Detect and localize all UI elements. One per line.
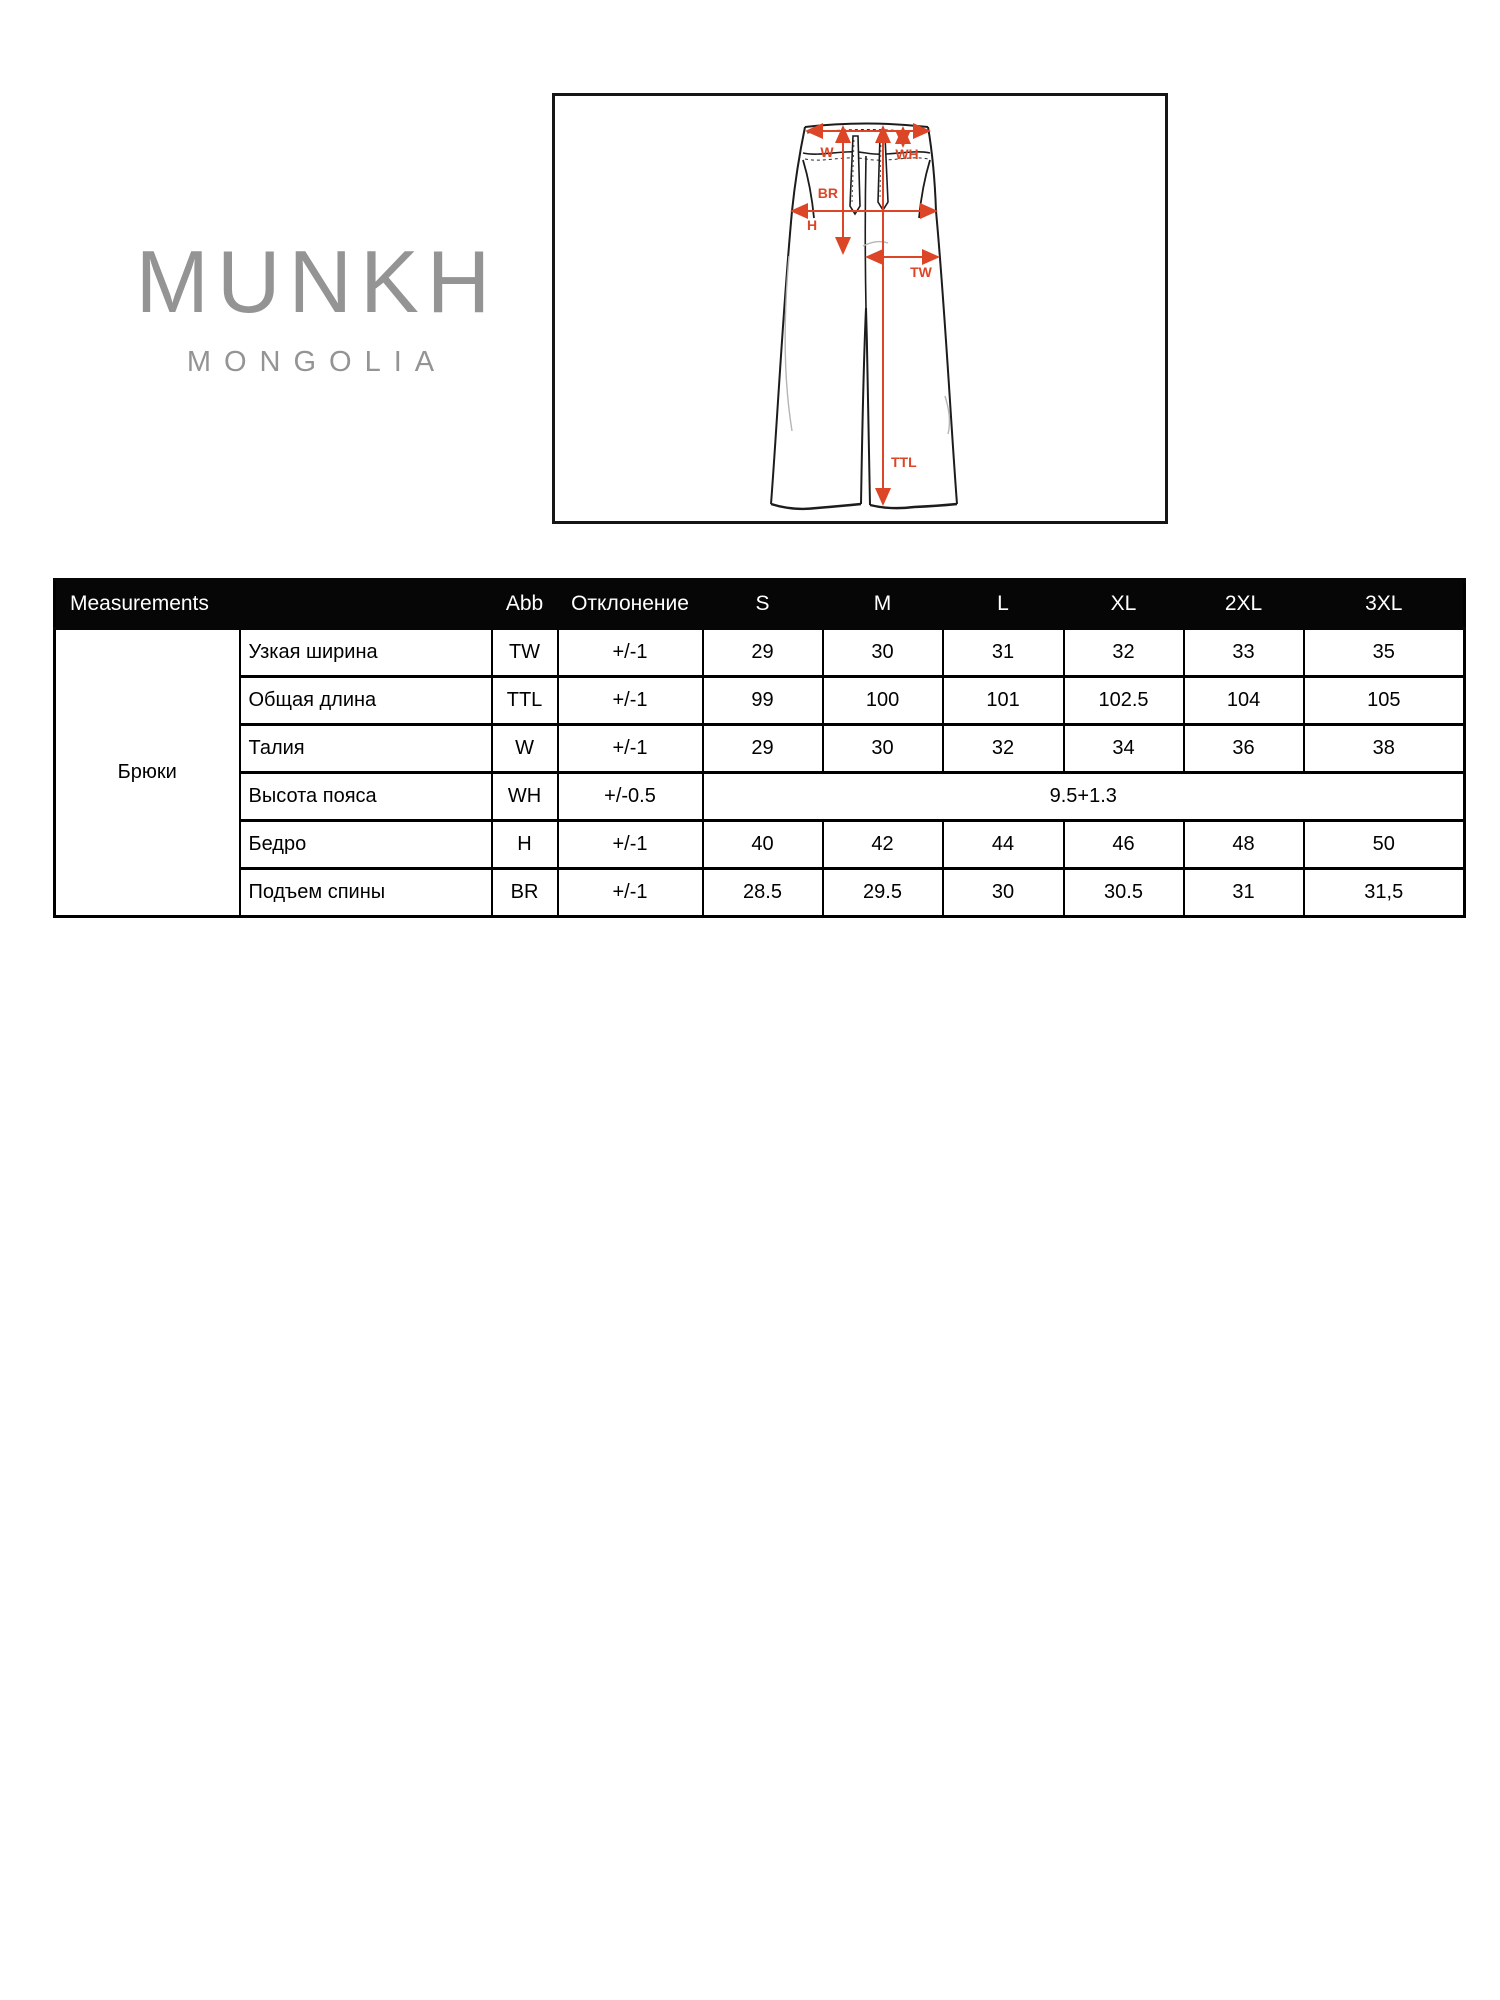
- value-cell: 50: [1304, 821, 1465, 869]
- row-name-cell: Узкая ширина: [240, 629, 492, 677]
- table-row: [55, 677, 1465, 725]
- value-cell: 29: [703, 725, 823, 773]
- row-abb-cell: H: [492, 821, 558, 869]
- value-cell: 42: [823, 821, 943, 869]
- wh-label: WH: [895, 146, 919, 162]
- value-cell: 30: [943, 869, 1064, 917]
- header-size-3xl: 3XL: [1304, 580, 1465, 629]
- row-dev-cell: +/-1: [558, 821, 703, 869]
- table-row: [55, 773, 1465, 821]
- row-name-cell: Бедро: [240, 821, 492, 869]
- table-header-row: [55, 580, 1465, 629]
- value-cell: 33: [1184, 629, 1304, 677]
- pants-outline: [771, 124, 957, 509]
- value-cell: 29.5: [823, 869, 943, 917]
- row-name-cell: Высота пояса: [240, 773, 492, 821]
- measurements-table: [53, 578, 1466, 918]
- value-cell: 40: [703, 821, 823, 869]
- value-cell: 102.5: [1064, 677, 1184, 725]
- header-size-m: M: [823, 580, 943, 629]
- value-cell: 44: [943, 821, 1064, 869]
- table-row: [55, 629, 1465, 677]
- row-dev-cell: +/-1: [558, 725, 703, 773]
- value-cell: 48: [1184, 821, 1304, 869]
- brand-logo: [128, 232, 506, 378]
- value-cell: 105: [1304, 677, 1465, 725]
- h-label: H: [806, 217, 818, 233]
- value-cell: 38: [1304, 725, 1465, 773]
- category-cell: Брюки: [55, 629, 240, 917]
- value-cell: 30: [823, 629, 943, 677]
- value-cell: 28.5: [703, 869, 823, 917]
- brand-subtitle: MONGOLIA: [186, 346, 448, 378]
- value-cell: 36: [1184, 725, 1304, 773]
- row-abb-cell: TTL: [492, 677, 558, 725]
- value-cell: 104: [1184, 677, 1304, 725]
- header-measurements: Measurements: [55, 580, 492, 629]
- row-name-cell: Подъем спины: [240, 869, 492, 917]
- pants-diagram: [555, 96, 1165, 521]
- row-abb-cell: BR: [492, 869, 558, 917]
- row-dev-cell: +/-1: [558, 629, 703, 677]
- merged-value-cell: 9.5+1.3: [703, 773, 1465, 821]
- table-row: [55, 821, 1465, 869]
- header-deviation: Отклонение: [558, 580, 703, 629]
- value-cell: 30.5: [1064, 869, 1184, 917]
- header-size-xl: XL: [1064, 580, 1184, 629]
- row-name-cell: Общая длина: [240, 677, 492, 725]
- header-size-2xl: 2XL: [1184, 580, 1304, 629]
- header-size-s: S: [703, 580, 823, 629]
- ttl-label: TTL: [891, 454, 917, 470]
- value-cell: 31,5: [1304, 869, 1465, 917]
- value-cell: 99: [703, 677, 823, 725]
- value-cell: 35: [1304, 629, 1465, 677]
- w-label: W: [820, 144, 834, 160]
- row-abb-cell: W: [492, 725, 558, 773]
- value-cell: 101: [943, 677, 1064, 725]
- value-cell: 32: [1064, 629, 1184, 677]
- header-abb: Abb: [492, 580, 558, 629]
- measurement-labels: [807, 144, 933, 470]
- row-dev-cell: +/-0.5: [558, 773, 703, 821]
- tw-label: TW: [910, 264, 932, 280]
- row-dev-cell: +/-1: [558, 677, 703, 725]
- row-abb-cell: WH: [492, 773, 558, 821]
- pants-diagram-frame: [552, 93, 1168, 524]
- table-row: [55, 725, 1465, 773]
- value-cell: 32: [943, 725, 1064, 773]
- row-abb-cell: TW: [492, 629, 558, 677]
- value-cell: 46: [1064, 821, 1184, 869]
- br-label: BR: [817, 185, 838, 201]
- row-name-cell: Талия: [240, 725, 492, 773]
- value-cell: 29: [703, 629, 823, 677]
- table-row: [55, 869, 1465, 917]
- value-cell: 31: [943, 629, 1064, 677]
- brand-name: MUNKH: [135, 232, 499, 331]
- value-cell: 30: [823, 725, 943, 773]
- value-cell: 31: [1184, 869, 1304, 917]
- header-size-l: L: [943, 580, 1064, 629]
- value-cell: 100: [823, 677, 943, 725]
- row-dev-cell: +/-1: [558, 869, 703, 917]
- value-cell: 34: [1064, 725, 1184, 773]
